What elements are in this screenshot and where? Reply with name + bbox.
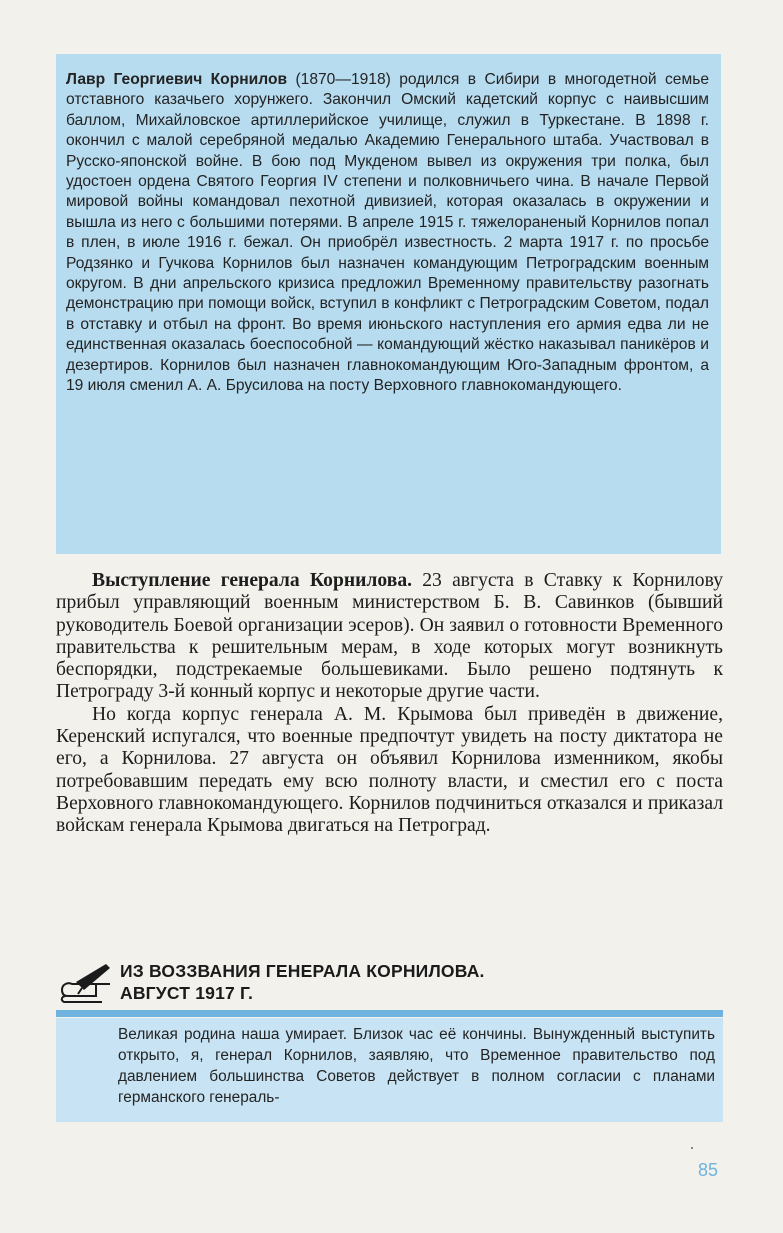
document-divider	[56, 1010, 723, 1017]
section-heading: Выступление генерала Корнилова.	[92, 570, 413, 591]
biography-box	[56, 54, 721, 554]
document-quote-box	[56, 1018, 723, 1122]
margin-mark	[691, 1147, 693, 1149]
document-quote-text: Великая родина наша умирает. Близок час её кончины. Вынужденный выступить открыто, я, генерал Корнилов, заявляю, что Временное правительство под давлением большинства Советов действует в полном согласии с планами германского генераль-	[118, 1026, 715, 1106]
document-title-line1: ИЗ ВОЗЗВАНИЯ ГЕНЕРАЛА КОРНИЛОВА.	[120, 961, 485, 981]
paragraph-1-text: 23 августа в Ставку к Корнилову прибыл управляющий военным министерством Б. В. Савинков (бывший руководитель Боевой организации эсеров). Он заявил о готовности Временного правительства к решительным мерам, в ходе которых могут возникнуть беспорядки, подстрекаемые большевиками. Было решено подтянуть к Петрограду 3-й конный корпус и некоторые другие части.	[56, 570, 723, 703]
document-quill-icon	[56, 960, 116, 1006]
biography-body: (1870—1918) родился в Сибири в многодетной семье отставного казачьего хорунжего. Закончил Омский кадетский корпус с наивысшим баллом, Михайловское артиллерийское училище, служил в Туркестане. В 1898 г. окончил с малой серебряной медалью Академию Генерального штаба. Участвовал в Русско-японской войне. В бою под Мукденом вывел из окружения три полка, был удостоен ордена Святого Георгия IV степени и полковничьего чина. В начале Первой мировой войны командовал пехотной дивизией, которая оказалась в окружении и вышла из него с большими потерями. В апреле 1915 г. тяжелораненый Корнилов попал в плен, в июле 1916 г. бежал. Он приобрёл известность. 2 марта 1917 г. по просьбе Родзянко и Гучкова Корнилов был назначен командующим Петроградским военным округом. В дни апрельского кризиса предложил Временному правительству разогнать демонстрацию при помощи войск, вступил в конфликт с Петроградским Советом, подал в отставку и отбыл на фронт. Во время июньского наступления его армия едва ли не единственная оказалась боеспособной — командующий жёстко наказывал паникёров и дезертиров. Корнилов был назначен главнокомандующим Юго-Западным фронтом, а 19 июля сменил А. А. Брусилова на посту Верховного главнокомандующего.	[66, 71, 709, 395]
main-text	[56, 570, 723, 838]
document-title	[120, 960, 485, 1004]
page-number: 85	[698, 1160, 719, 1180]
biography-text	[66, 70, 709, 397]
biography-name: Лавр Георгиевич Корнилов	[66, 71, 288, 88]
document-title-line2: АВГУСТ 1917 Г.	[120, 983, 254, 1003]
document-header	[56, 958, 723, 1008]
paragraph-2: Но когда корпус генерала А. М. Крымова был приведён в движение, Керенский испугался, что военные предпочтут увидеть на посту диктатора не его, а Корнилова. 27 августа он объявил Корнилова изменником, якобы потребовавшим передать ему всю полноту власти, и сместил его с поста Верховного главнокомандующего. Корнилов подчиниться отказался и приказал войскам генерала Крымова двигаться на Петроград.	[56, 703, 723, 837]
paragraph-1	[56, 570, 723, 704]
